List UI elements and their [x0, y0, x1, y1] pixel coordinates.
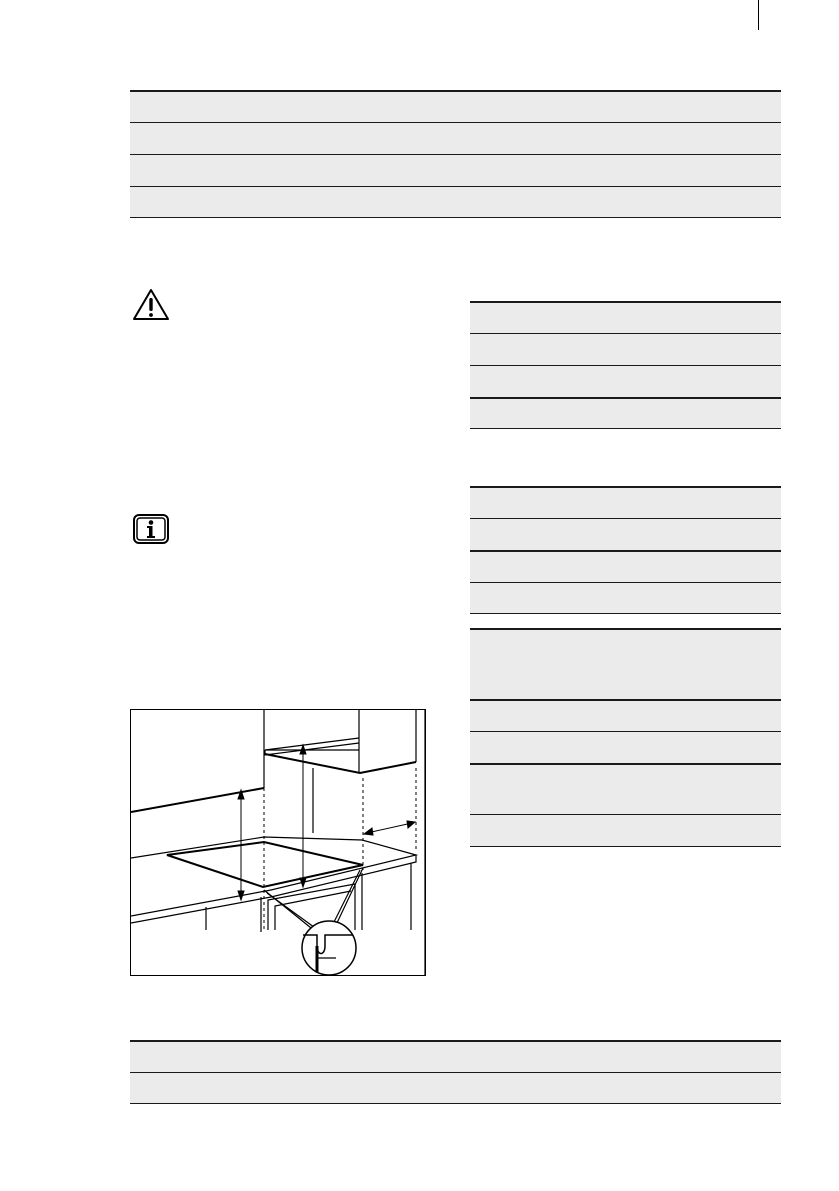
table-row [470, 301, 781, 333]
info-icon [131, 512, 171, 551]
top-table [130, 90, 781, 218]
bottom-table [130, 1040, 781, 1104]
installation-figure [130, 709, 426, 976]
table-row [130, 90, 781, 122]
table-row [470, 486, 781, 518]
warning-triangle-icon [131, 287, 171, 328]
table-bottom-rule [130, 217, 781, 218]
table-bottom-rule [470, 613, 781, 614]
table-row [470, 397, 781, 428]
table-row [130, 186, 781, 217]
table-row [470, 550, 781, 582]
table-row [470, 731, 781, 763]
table-row [470, 814, 781, 846]
right-table-c [470, 628, 781, 847]
right-table-b [470, 486, 781, 614]
table-row [470, 628, 781, 699]
table-row [130, 1040, 781, 1072]
right-table-a [470, 301, 781, 429]
table-bottom-rule [130, 1103, 781, 1104]
table-row [130, 122, 781, 154]
table-row [470, 763, 781, 814]
table-row [470, 699, 781, 731]
hob-installation-diagram [131, 710, 425, 975]
table-bottom-rule [470, 428, 781, 429]
table-bottom-rule [470, 846, 781, 847]
table-row [470, 333, 781, 365]
table-row [470, 365, 781, 397]
page-edge-rule [758, 0, 759, 30]
table-row [130, 1072, 781, 1103]
table-row [470, 582, 781, 613]
table-row [470, 518, 781, 550]
table-row [130, 154, 781, 186]
